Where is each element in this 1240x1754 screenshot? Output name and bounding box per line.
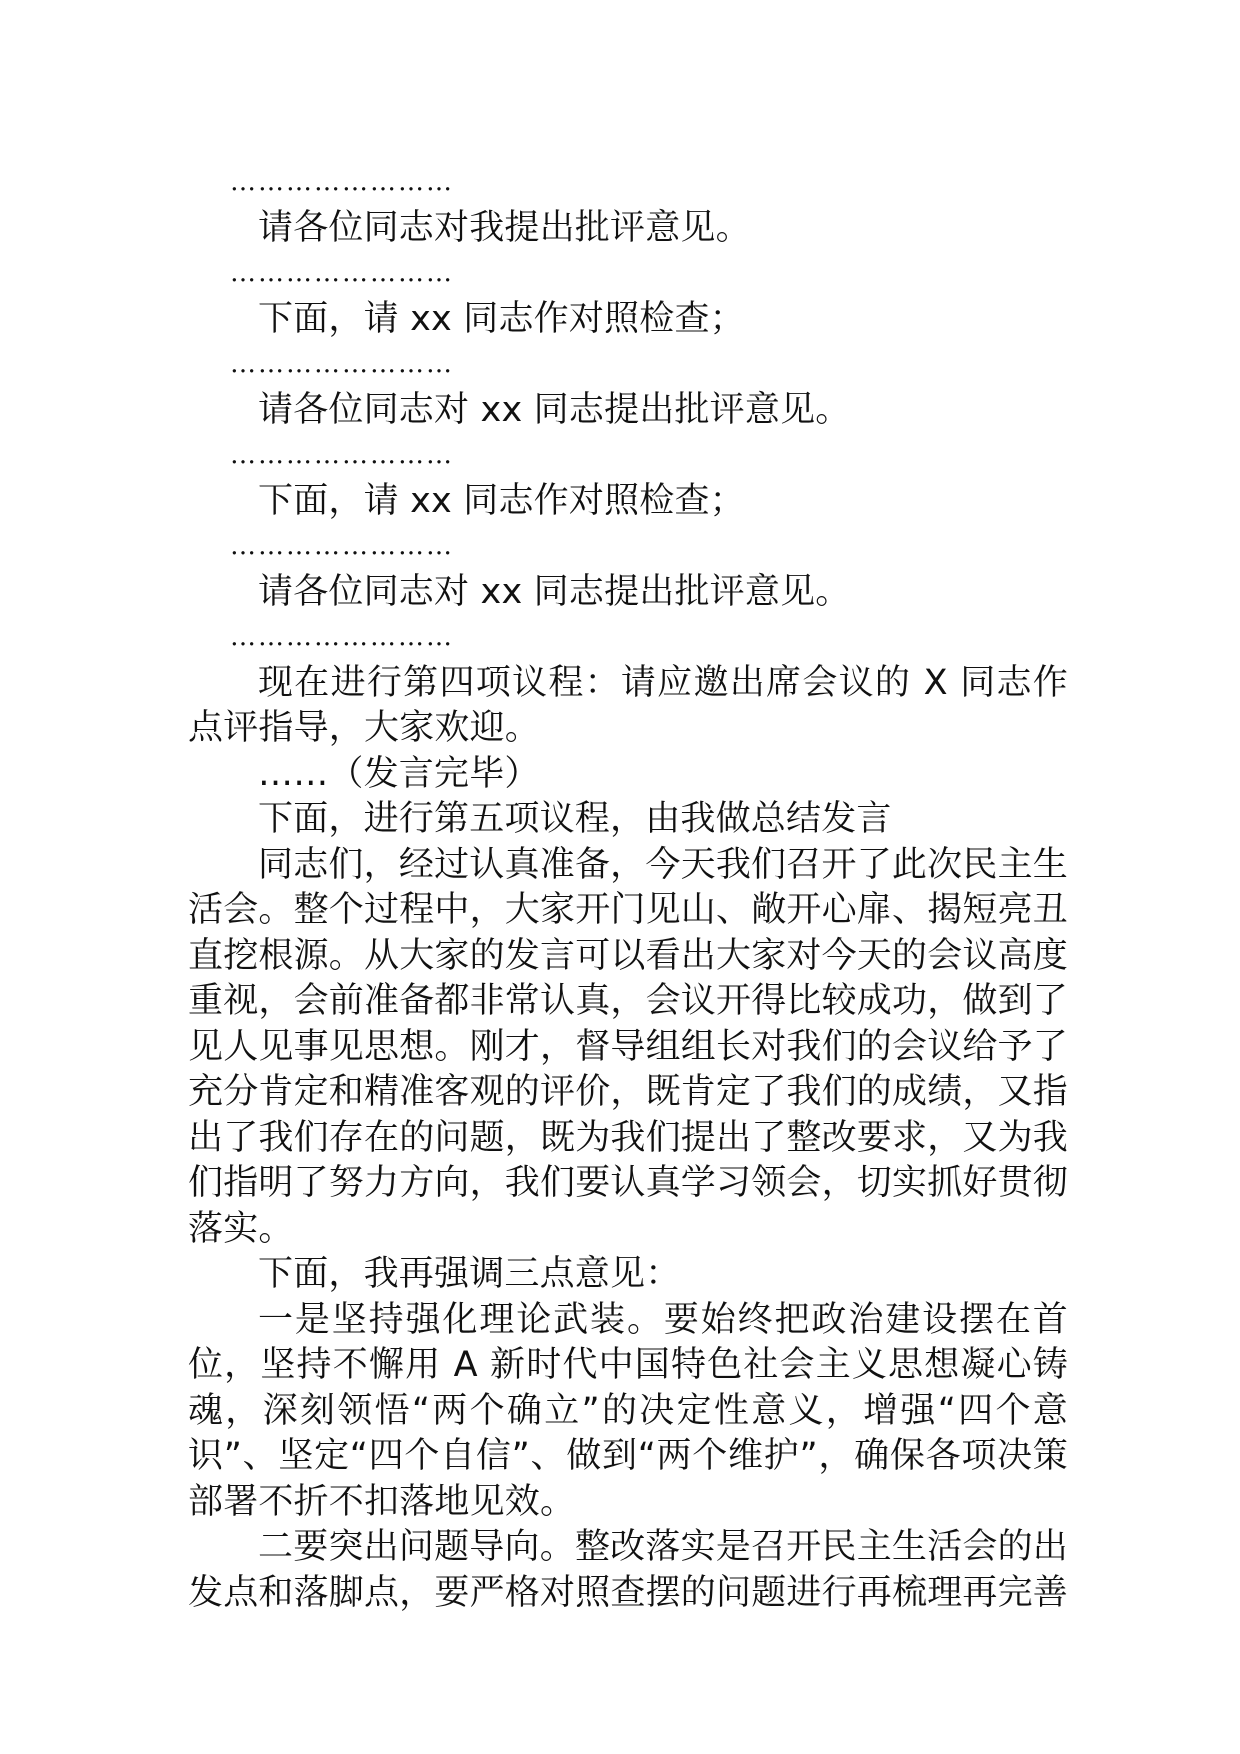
paragraph: 请各位同志对 xx 同志提出批评意见。 xyxy=(258,389,851,430)
ellipsis-line: …………………… xyxy=(230,167,454,197)
paragraph: 一是坚持强化理论武装。要始终把政治建设摆在首位，坚持不懈用 A 新时代中国特色社会主义思想凝心铸魂，深刻领悟“两个确立”的决定性意义，增强“四个意识”、坚定“四个自信”、做到“两个维护”，确保各项决策部署不折不扣落地见效。 xyxy=(188,1299,1068,1522)
ellipsis-line: …………………… xyxy=(230,622,454,652)
ellipsis-line: …………………… xyxy=(230,440,454,470)
paragraph: ……（发言完毕） xyxy=(258,753,540,794)
paragraph: 下面，进行第五项议程，由我做总结发言 xyxy=(258,799,892,839)
paragraph: 下面，请 xx 同志作对照检查； xyxy=(258,480,745,521)
ellipsis-line: …………………… xyxy=(230,531,454,561)
paragraph: 下面，请 xx 同志作对照检查； xyxy=(258,298,745,339)
paragraph: 下面，我再强调三点意见： xyxy=(258,1254,681,1294)
paragraph: 请各位同志对我提出批评意见。 xyxy=(258,207,751,248)
paragraph: 同志们，经过认真准备，今天我们召开了此次民主生活会。整个过程中，大家开门见山、敞开心扉、揭短亮丑直挖根源。从大家的发言可以看出大家对今天的会议高度重视，会前准备都非常认真，会议开得比较成功，做到了见人见事见思想。刚才，督导组组长对我们的会议给予了充分肯定和精准客观的评价，既肯定了我们的成绩，又指出了我们存在的问题，既为我们提出了整改要求，又为我们指明了努力方向，我们要认真学习领会，切实抓好贯彻落实。 xyxy=(188,844,1069,1249)
ellipsis-line: …………………… xyxy=(230,258,454,288)
paragraph: 请各位同志对 xx 同志提出批评意见。 xyxy=(258,571,851,612)
paragraph: 现在进行第四项议程：请应邀出席会议的 X 同志作点评指导，大家欢迎。 xyxy=(188,662,1068,748)
document-page xyxy=(188,160,1068,1616)
paragraph: 二要突出问题导向。整改落实是召开民主生活会的出发点和落脚点，要严格对照查摆的问题进行再梳理再完善 xyxy=(188,1527,1069,1613)
ellipsis-line: …………………… xyxy=(230,349,454,379)
